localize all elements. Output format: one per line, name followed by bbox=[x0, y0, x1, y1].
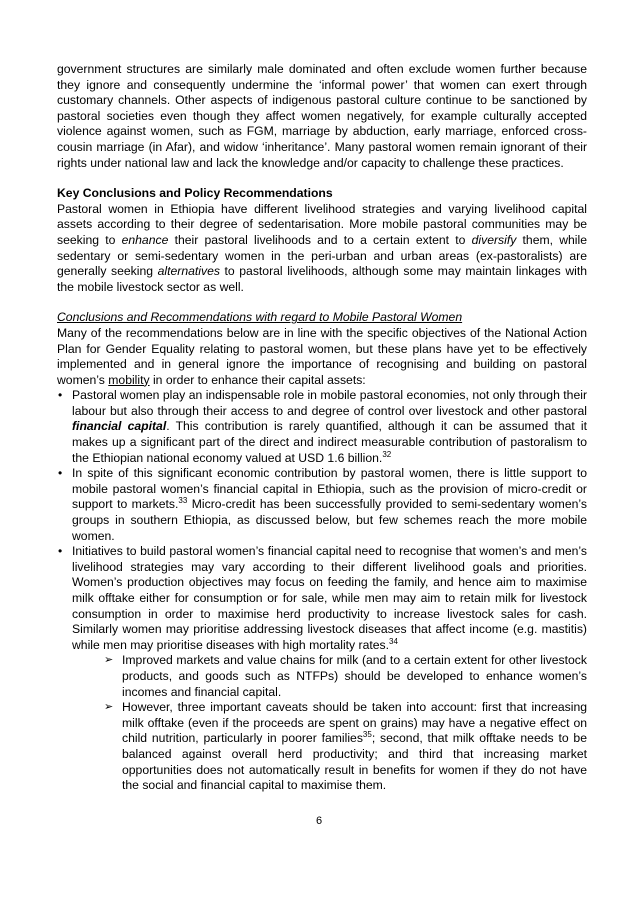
footnote-ref: 33 bbox=[178, 496, 188, 506]
bullet-item-initiatives: • Initiatives to build pastoral women’s financial capital need to recognise that women’s and men’s livelihood strategies may vary according to their different livelihood goals and priorities. Women’s production objectives may focus on feeding the family, and hence aim to maximise milk offtake either for consumption or for sale, while men may aim to retain milk for livestock consumption in order to maximise herd productivity to increase livestock sales for cash. Similarly women may prioritise addressing livestock diseases that affect income (e.g. mastitis) while men may prioritise diseases with high mortality rates.$^{34}$ ➢ Improved markets and value chains for milk (and to a certain extent for other livestock products, and goods such as NTFPs) should be developed to enhance women’s incomes and financial capital. ➢ However, three important caveats should be taken into account: first that increasing milk offtake (even if the proceeds are spent on grains) may have a negative effect on child nutrition, particularly in poorer families$^{35}$; second, that milk offtake needs to be balanced against overall herd productivity; and third that increasing market opportunities does not automatically result in benefits for women if they do not have the social and financial capital to maximise them. bbox=[58, 544, 587, 793]
bullet-icon: • bbox=[58, 544, 63, 559]
arrow-bullet-icon: ➢ bbox=[104, 654, 114, 667]
paragraph-recommendations: Many of the recommendations below are in line with the specific objectives of the National Action Plan for Gender Equality relating to pastoral women, but these plans have yet to be effectively implemented and in general ignore the importance of recognising and building on pastoral women’s mobility in order to enhance their capital assets: bbox=[57, 325, 587, 387]
section-heading: Key Conclusions and Policy Recommendations bbox=[57, 186, 333, 201]
document-body bbox=[57, 62, 587, 794]
bullet-icon: • bbox=[58, 388, 63, 403]
subsection-heading: Conclusions and Recommendations with regard to Mobile Pastoral Women bbox=[57, 310, 463, 325]
footnote-ref: 32 bbox=[382, 449, 392, 459]
paragraph-intro: government structures are similarly male dominated and often exclude women further because they ignore and consequently undermine the ‘informal power’ that women can exert through customary channels. Other aspects of indigenous pastoral culture continue to be sanctioned by pastoral societies even though they affect women negatively, for example culturally accepted violence against women, such as FGM, marriage by abduction, early marriage, enforced cross-cousin marriage (in Afar), and widow ‘inheritance’. Many pastoral women remain ignorant of their rights under national law and lack the knowledge and/or capacity to challenge these practices. bbox=[57, 62, 587, 170]
sub-bullet-markets: ➢ Improved markets and value chains for milk (and to a certain extent for other livestock products, and goods such as NTFPs) should be developed to enhance women’s incomes and financial capital. bbox=[104, 653, 587, 699]
page-number: 6 bbox=[315, 815, 323, 827]
paragraph-livelihoods: Pastoral women in Ethiopia have different livelihood strategies and varying livelihood capital assets according to their degree of sedentarisation. More mobile pastoral communities may be seeking to enhance their pastoral livelihoods and to a certain extent to diversify them, while sedentary or semi-sedentary women in the peri-urban and urban areas (ex-pastoralists) are generally seeking alternatives to pastoral livelihoods, although some may maintain linkages with the mobile livestock sector as well. bbox=[57, 201, 587, 294]
footnote-ref: 34 bbox=[389, 636, 398, 646]
arrow-bullet-icon: ➢ bbox=[104, 701, 114, 714]
footnote-ref: 35 bbox=[362, 730, 372, 740]
bullet-item-support: • In spite of this significant economic contribution by pastoral women, there is little support to mobile pastoral women’s financial capital in Ethiopia, such as the provision of micro-credit or support to markets.$^{33}$ Micro-credit has been successfully provided to semi-sedentary women’s groups in southern Ethiopia, as discussed below, but few schemes reach the more mobile women. bbox=[58, 466, 587, 543]
bullet-item-financial-capital: • Pastoral women play an indispensable role in mobile pastoral economies, not only through their labour but also through their access to and degree of control over livestock and other pastoral financial capital. This contribution is rarely quantified, although it can be assumed that it makes up a significant part of the direct and indirect measurable contribution of pastoralism to the Ethiopian national economy valued at USD 1.6 billion.$^{32}$ bbox=[58, 388, 587, 465]
bullet-list bbox=[57, 388, 587, 793]
sub-bullet-list bbox=[72, 653, 587, 793]
sub-bullet-caveats: ➢ However, three important caveats should be taken into account: first that increasing milk offtake (even if the proceeds are spent on grains) may have a negative effect on child nutrition, particularly in poorer families$^{35}$; second, that milk offtake needs to be balanced against overall herd productivity; and third that increasing market opportunities does not automatically result in benefits for women if they do not have the social and financial capital to maximise them. bbox=[104, 700, 587, 793]
bullet-icon: • bbox=[58, 466, 63, 481]
